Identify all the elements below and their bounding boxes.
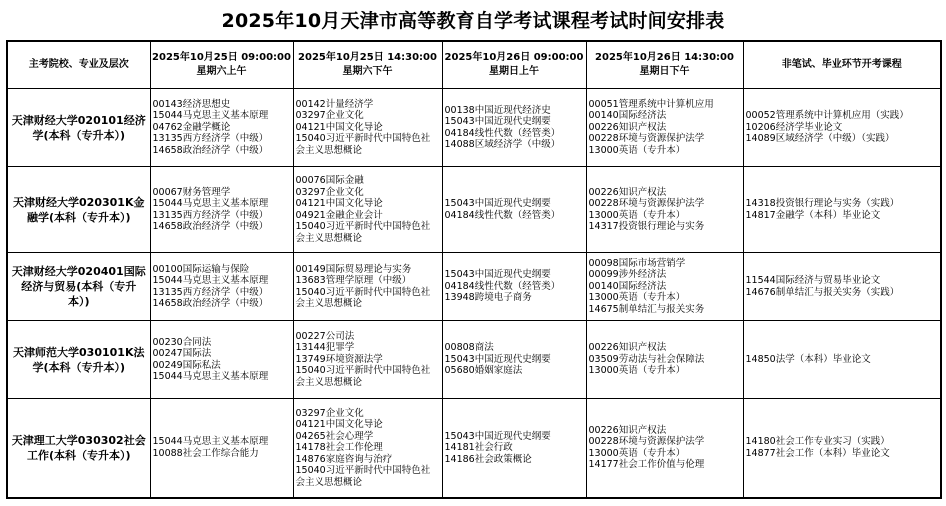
course-item: 14318投资银行理论与实务（实践） xyxy=(745,198,900,209)
course-item: 00226知识产权法 xyxy=(588,121,667,133)
course-item: 00226知识产权法 xyxy=(588,186,667,198)
course-item: 13135西方经济学（中级） xyxy=(152,209,269,221)
session-cell xyxy=(442,89,586,167)
course-item: 15044马克思主义基本原理 xyxy=(152,110,269,122)
course-item: 04265社会心理学 xyxy=(295,430,374,442)
course-item: 15043中国近现代史纲要 xyxy=(444,116,551,127)
session-cell xyxy=(293,167,442,253)
course-item: 13000英语（专升本） xyxy=(588,365,686,377)
course-item: 00228环境与资源保护法学 xyxy=(588,198,705,209)
course-item: 04921金融企业会计 xyxy=(295,209,383,221)
course-item: 00143经济思想史 xyxy=(152,98,231,110)
table-row xyxy=(7,321,941,399)
session-cell xyxy=(293,321,442,399)
course-item: 04121中国文化导论 xyxy=(295,121,383,133)
session-date: 2025年10月25日 09:00:00 xyxy=(152,52,291,63)
course-item: 15044马克思主义基本原理 xyxy=(152,198,269,209)
session-label: 星期日下午 xyxy=(639,66,690,77)
course-item: 00138中国近现代经济史 xyxy=(444,104,551,116)
header-major: 主考院校、专业及层次 xyxy=(7,41,150,89)
course-item: 14850法学（本科）毕业论文 xyxy=(745,353,871,365)
session-cell xyxy=(743,321,941,399)
course-item: 13000英语（专升本） xyxy=(588,447,686,459)
course-item: 10088社会工作综合能力 xyxy=(152,447,259,459)
table-row xyxy=(7,399,941,498)
session-cell xyxy=(293,89,442,167)
course-item: 00140国际经济法 xyxy=(588,110,667,122)
session-cell xyxy=(586,167,743,253)
page-title: 2025年10月天津市高等教育自学考试课程考试时间安排表 xyxy=(221,10,725,32)
course-item: 14181社会行政 xyxy=(444,442,513,453)
session-cell xyxy=(442,399,586,498)
course-item: 13948跨境电子商务 xyxy=(444,292,532,304)
header-non-written: 非笔试、毕业环节开考课程 xyxy=(743,41,941,89)
course-item: 13000英语（专升本） xyxy=(588,209,686,221)
course-item: 15043中国近现代史纲要 xyxy=(444,198,551,209)
session-cell xyxy=(442,167,586,253)
course-item: 04184线性代数（经管类） xyxy=(444,280,561,292)
table-body xyxy=(7,89,941,498)
course-item: 00051管理系统中计算机应用 xyxy=(588,98,714,110)
course-item: 13749环境资源法学 xyxy=(295,353,383,365)
course-item: 00228环境与资源保护法学 xyxy=(588,436,705,448)
session-cell xyxy=(442,321,586,399)
major-cell: 天津财经大学020101经济学(本科（专升本）) xyxy=(7,89,150,167)
course-item: 13144犯罪学 xyxy=(295,342,355,354)
course-item: 15043中国近现代史纲要 xyxy=(444,353,551,365)
course-item: 00808商法 xyxy=(444,342,494,354)
course-item: 15044马克思主义基本原理 xyxy=(152,436,269,448)
course-item: 03297企业文化 xyxy=(295,186,364,198)
session-cell xyxy=(586,321,743,399)
course-item: 11544国际经济与贸易毕业论文 xyxy=(745,275,881,286)
course-item: 00100国际运输与保险 xyxy=(152,263,250,275)
course-item: 00052管理系统中计算机应用（实践） xyxy=(745,110,909,122)
course-item: 10206经济学毕业论文 xyxy=(745,121,843,133)
course-item: 00227公司法 xyxy=(295,330,355,342)
course-item: 00247国际法 xyxy=(152,348,212,359)
course-item: 14177社会工作价值与伦理 xyxy=(588,459,705,471)
session-cell xyxy=(586,253,743,321)
course-item: 15040习近平新时代中国特色社会主义思想概论 xyxy=(295,286,431,309)
header-session-3 xyxy=(442,41,586,89)
session-cell xyxy=(743,167,941,253)
course-item: 00076国际金融 xyxy=(295,175,364,186)
course-item: 00226知识产权法 xyxy=(588,424,667,436)
course-item: 00230合同法 xyxy=(152,336,212,348)
table-row xyxy=(7,167,941,253)
course-item: 15043中国近现代史纲要 xyxy=(444,269,551,281)
course-item: 13135西方经济学（中级） xyxy=(152,133,269,145)
header-row xyxy=(7,41,941,89)
session-cell xyxy=(293,399,442,498)
course-item: 13000英语（专升本） xyxy=(588,292,686,304)
course-item: 14089区域经济学（中级）（实践） xyxy=(745,133,895,145)
session-date: 2025年10月26日 09:00:00 xyxy=(444,52,584,63)
course-item: 04762金融学概论 xyxy=(152,121,231,133)
session-label: 星期六上午 xyxy=(196,66,247,77)
course-item: 14088区域经济学（中级） xyxy=(444,139,561,150)
course-item: 15040习近平新时代中国特色社会主义思想概论 xyxy=(295,465,431,488)
course-item: 15043中国近现代史纲要 xyxy=(444,430,551,442)
major-cell: 天津师范大学030101K法学(本科（专升本）) xyxy=(7,321,150,399)
course-item: 14876家庭咨询与治疗 xyxy=(295,453,393,465)
session-cell xyxy=(150,167,293,253)
session-cell xyxy=(743,89,941,167)
course-item: 14658政治经济学（中级） xyxy=(152,144,269,156)
session-label: 星期日上午 xyxy=(489,66,539,77)
course-item: 03297企业文化 xyxy=(295,110,364,122)
course-item: 14186社会政策概论 xyxy=(444,453,532,465)
session-cell xyxy=(150,89,293,167)
session-cell xyxy=(442,253,586,321)
course-item: 14178社会工作伦理 xyxy=(295,442,383,453)
course-item: 14877社会工作（本科）毕业论文 xyxy=(745,447,890,459)
course-item: 15040习近平新时代中国特色社会主义思想概论 xyxy=(295,133,431,156)
course-item: 05680婚姻家庭法 xyxy=(444,365,523,377)
major-cell: 天津财经大学020301K金融学(本科（专升本）) xyxy=(7,167,150,253)
schedule-table xyxy=(6,40,942,499)
major-cell: 天津财经大学020401国际经济与贸易(本科（专升本）) xyxy=(7,253,150,321)
course-item: 00228环境与资源保护法学 xyxy=(588,133,705,145)
course-item: 14675制单结汇与报关实务 xyxy=(588,303,705,315)
course-item: 15040习近平新时代中国特色社会主义思想概论 xyxy=(295,221,431,244)
course-item: 04184线性代数（经管类） xyxy=(444,209,561,221)
course-item: 13000英语（专升本） xyxy=(588,144,686,156)
course-item: 04184线性代数（经管类） xyxy=(444,127,561,139)
course-item: 00140国际经济法 xyxy=(588,280,667,292)
course-item: 03297企业文化 xyxy=(295,407,364,419)
session-label: 星期六下午 xyxy=(342,66,393,77)
course-item: 00142计量经济学 xyxy=(295,98,374,110)
session-cell xyxy=(586,399,743,498)
course-item: 13135西方经济学（中级） xyxy=(152,286,269,298)
course-item: 03509劳动法与社会保障法 xyxy=(588,353,705,365)
session-cell xyxy=(150,253,293,321)
course-item: 14817金融学（本科）毕业论文 xyxy=(745,209,881,221)
session-cell xyxy=(743,399,941,498)
course-item: 00099涉外经济法 xyxy=(588,269,667,281)
session-date: 2025年10月26日 14:30:00 xyxy=(595,52,734,63)
course-item: 00149国际贸易理论与实务 xyxy=(295,263,412,275)
course-item: 13683管理学原理（中级） xyxy=(295,275,412,286)
course-item: 15044马克思主义基本原理 xyxy=(152,275,269,286)
header-session-4 xyxy=(586,41,743,89)
course-item: 14180社会工作专业实习（实践） xyxy=(745,436,890,448)
session-date: 2025年10月25日 14:30:00 xyxy=(298,52,437,63)
major-cell: 天津理工大学030302社会工作(本科（专升本）) xyxy=(7,399,150,498)
course-item: 00226知识产权法 xyxy=(588,342,667,354)
session-cell xyxy=(293,253,442,321)
header-session-1 xyxy=(150,41,293,89)
session-cell xyxy=(150,399,293,498)
header-session-2 xyxy=(293,41,442,89)
course-item: 14658政治经济学（中级） xyxy=(152,221,269,232)
course-item: 15044马克思主义基本原理 xyxy=(152,371,269,382)
course-item: 15040习近平新时代中国特色社会主义思想概论 xyxy=(295,365,431,388)
course-item: 00067财务管理学 xyxy=(152,186,231,198)
table-row xyxy=(7,253,941,321)
course-item: 14676制单结汇与报关实务（实践） xyxy=(745,286,900,298)
course-item: 04121中国文化导论 xyxy=(295,198,383,209)
session-cell xyxy=(743,253,941,321)
course-item: 04121中国文化导论 xyxy=(295,419,383,430)
course-item: 00098国际市场营销学 xyxy=(588,257,686,269)
course-item: 00249国际私法 xyxy=(152,359,221,371)
table-row xyxy=(7,89,941,167)
course-item: 14658政治经济学（中级） xyxy=(152,298,269,309)
session-cell xyxy=(586,89,743,167)
session-cell xyxy=(150,321,293,399)
course-item: 14317投资银行理论与实务 xyxy=(588,221,705,232)
